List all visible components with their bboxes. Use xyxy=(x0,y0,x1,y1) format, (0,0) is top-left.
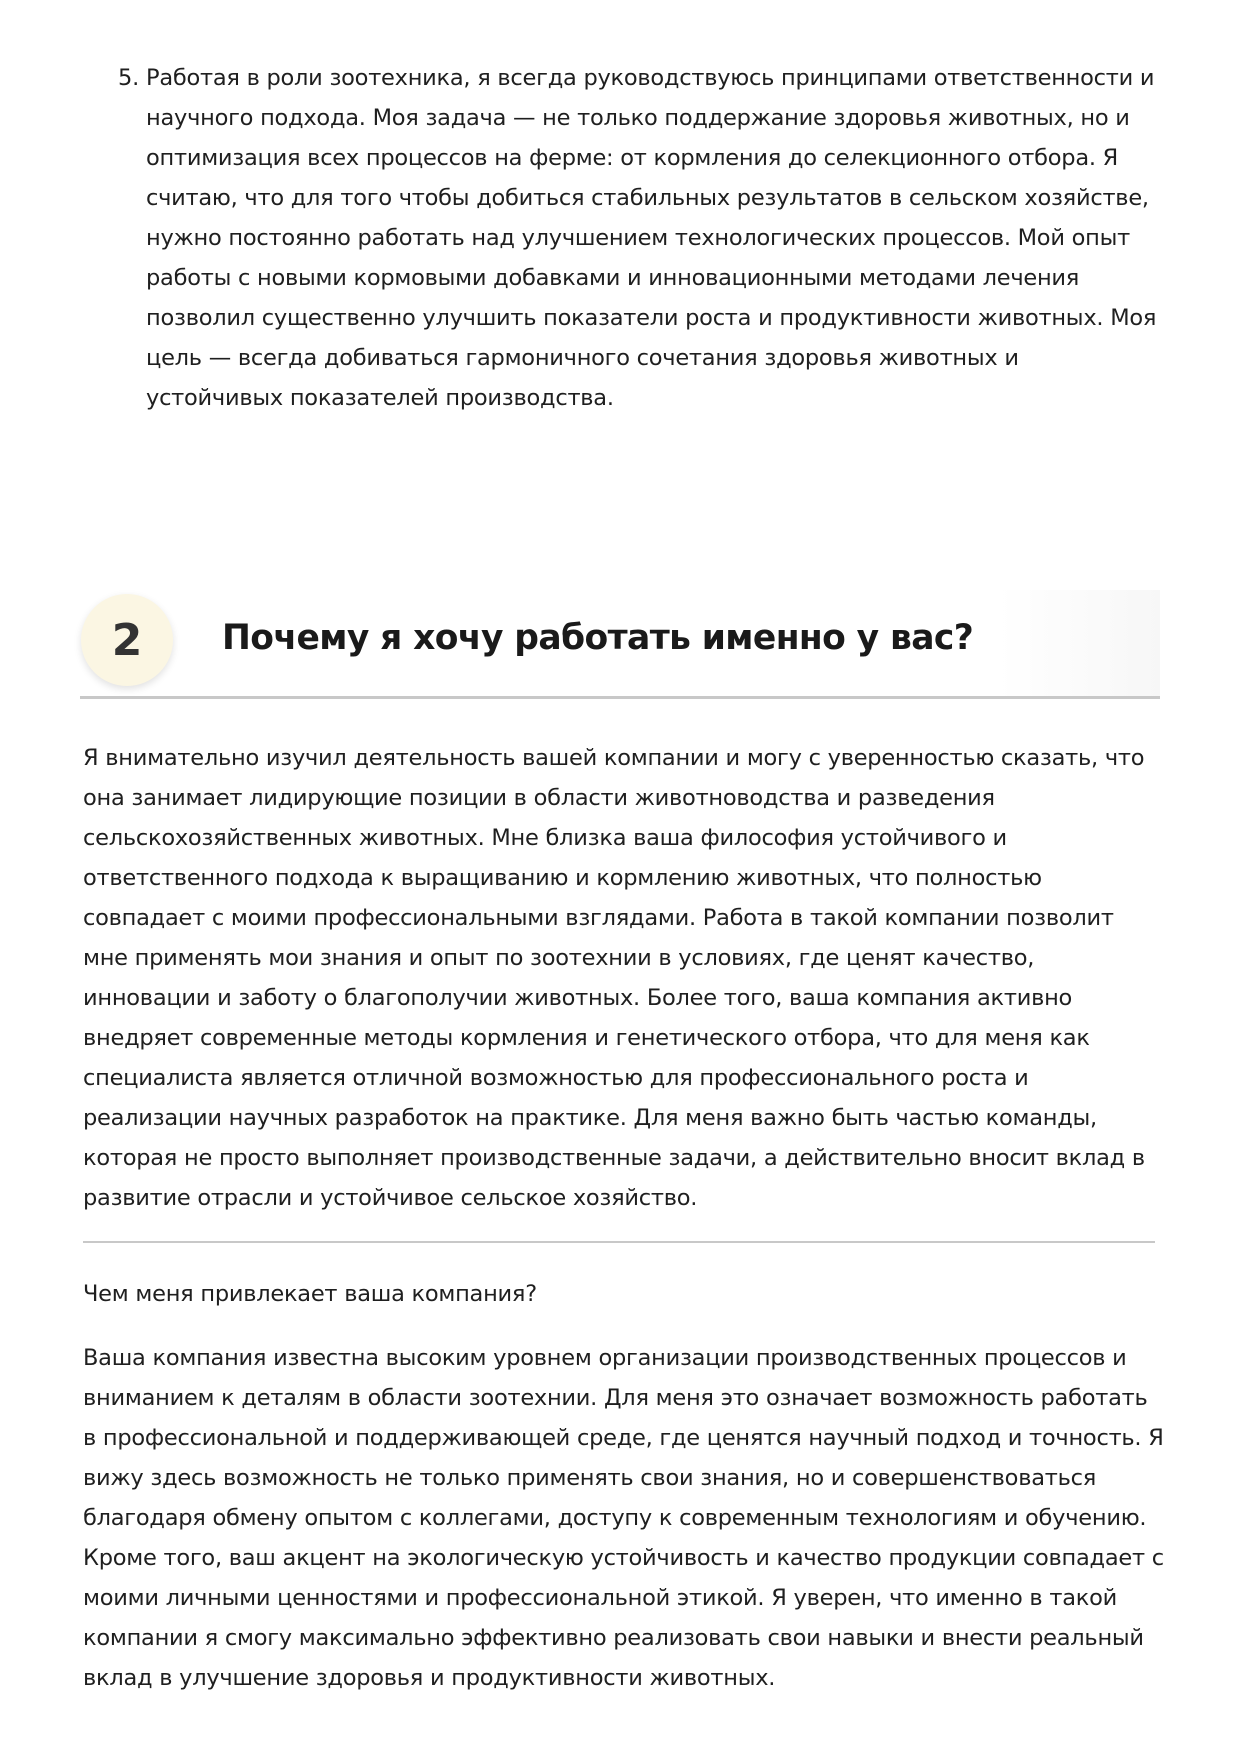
list-item xyxy=(118,58,1158,418)
subheading: Чем меня привлекает ваша компания? xyxy=(83,1281,537,1307)
body-paragraph-2: Ваша компания известна высоким уровнем организации производственных процессов и вниманием к деталям в области зоотехнии. Для меня это означает возможность работать в профессиональной и поддерживающей среде, где ценятся научный подход и точность. Я вижу здесь возможность не только применять свои знания, но и совершенствоваться благодаря обмену опытом с коллегами, доступу к современным технологиям и обучению. Кроме того, ваш акцент на экологическую устойчивость и качество продукции совпадает с моими личными ценностями и профессиональной этикой. Я уверен, что именно в такой компании я смогу максимально эффективно реализовать свои навыки и внести реальный вклад в улучшение здоровья и продуктивности животных. xyxy=(83,1345,1164,1691)
list-marker: 5. xyxy=(118,65,139,91)
body-paragraph-1: Я внимательно изучил деятельность вашей компании и могу с уверенностью сказать, что она занимает лидирующие позиции в области животноводства и разведения сельскохозяйственных животных. Мне близка ваша философия устойчивого и ответственного подхода к выращиванию и кормлению животных, что полностью совпадает с моими профессиональными взглядами. Работа в такой компании позволит мне применять мои знания и опыт по зоотехнии в условиях, где ценят качество, инновации и заботу о благополучии животных. Более того, ваша компания активно внедряет современные методы кормления и генетического отбора, что для меня как специалиста является отличной возможностью для профессионального роста и реализации научных разработок на практике. Для меня важно быть частью команды, которая не просто выполняет производственные задачи, а действительно вносит вклад в развитие отрасли и устойчивое сельское хозяйство. xyxy=(83,745,1145,1211)
section-title: Почему я хочу работать именно у вас? xyxy=(222,618,974,658)
numbered-list xyxy=(118,58,1158,418)
section-divider xyxy=(83,1241,1155,1243)
section-number-badge: 2 xyxy=(81,594,173,686)
section-header xyxy=(80,590,1160,699)
list-item-text: Работая в роли зоотехника, я всегда руководствуюсь принципами ответственности и научного подхода. Моя задача — не только поддержание здоровья животных, но и оптимизация всех процессов на ферме: от кормления до селекционного отбора. Я считаю, что для того чтобы добиться стабильных результатов в сельском хозяйстве, нужно постоянно работать над улучшением технологических процессов. Мой опыт работы с новыми кормовыми добавками и инновационными методами лечения позволил существенно улучшить показатели роста и продуктивности животных. Моя цель — всегда добиваться гармоничного сочетания здоровья животных и устойчивых показателей производства. xyxy=(146,65,1157,411)
